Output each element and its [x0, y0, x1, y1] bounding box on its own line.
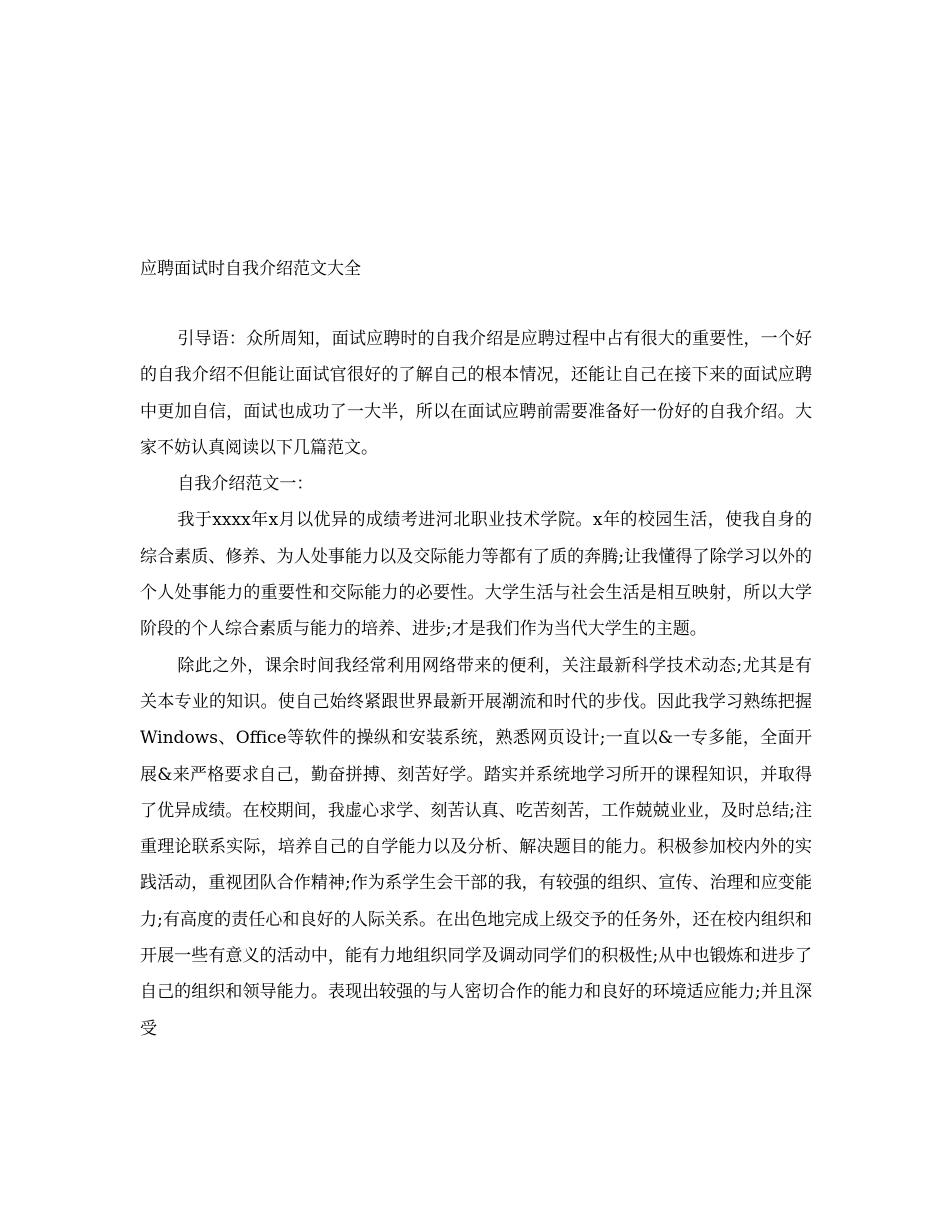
section-heading: 自我介绍范文一： — [177, 474, 314, 495]
document-body — [140, 321, 812, 1047]
body-paragraph: 除此之外，课余时间我经常利用网络带来的便利，关注最新科学技术动态;尤其是有关本专业的知识。使自己始终紧跟世界最新开展潮流和时代的步伐。因此我学习熟练把握Windows、Office等软件的操纵和安装系统，熟悉网页设计;一直以&一专多能，全面开展&来严格要求自己，勤奋拼搏、刻苦好学。踏实并系统地学习所开的课程知识，并取得了优异成绩。在校期间，我虚心求学、刻苦认真、吃苦刻苦，工作兢兢业业，及时总结;注重理论联系实际，培养自己的自学能力以及分析、解决题目的能力。积极参加校内外的实践活动，重视团队合作精神;作为系学生会干部的我，有较强的组织、宣传、治理和应变能力;有高度的责任心和良好的人际关系。在出色地完成上级交予的任务外，还在校内组织和开展一些有意义的活动中，能有力地组织同学及调动同学们的积极性;从中也锻炼和进步了自己的组织和领导能力。表现出较强的与人密切合作的能力和良好的环境适应能力;并且深受 — [140, 655, 812, 1039]
document-title: 应聘面试时自我介绍范文大全 — [140, 259, 361, 279]
body-paragraph: 我于xxxx年x月以优异的成绩考进河北职业技术学院。x年的校园生活，使我自身的综合素质、修养、为人处事能力以及交际能力等都有了质的奔腾;让我懂得了除学习以外的个人处事能力的重要性和交际能力的必要性。大学生活与社会生活是相互映射，所以大学阶段的个人综合素质与能力的培养、进步;才是我们作为当代大学生的主题。 — [140, 510, 812, 640]
intro-paragraph: 引导语：众所周知，面试应聘时的自我介绍是应聘过程中占有很大的重要性，一个好的自我介绍不但能让面试官很好的了解自己的根本情况，还能让自己在接下来的面试应聘中更加自信，面试也成功了一大半，所以在面试应聘前需要准备好一份好的自我介绍。大家不妨认真阅读以下几篇范文。 — [140, 329, 812, 458]
